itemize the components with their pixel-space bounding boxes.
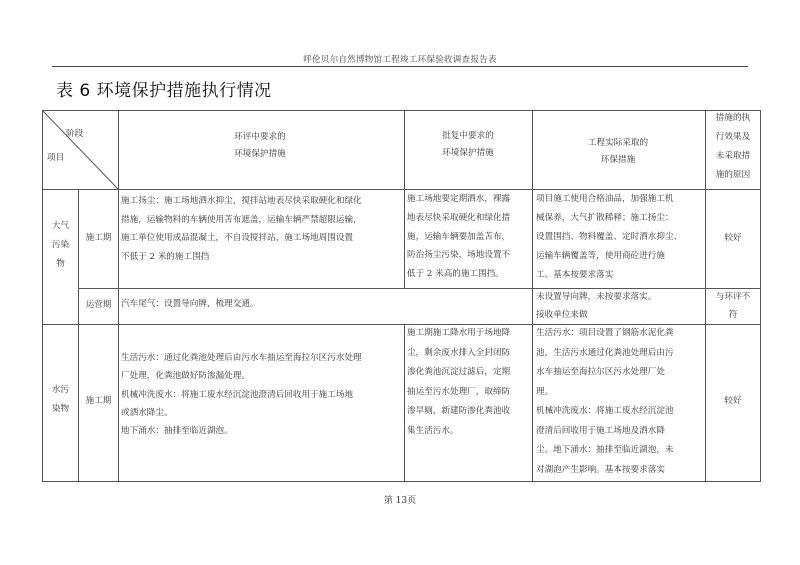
air-operation-stage: 运营期	[85, 300, 112, 310]
running-header: 呼伦贝尔自然博物馆工程竣工环保验收调查报告表	[303, 55, 497, 65]
water-construction-actual: 生活污水：项目设置了钢筋水泥化粪 池，生活污水通过化粪池处理后由污 水车抽运至海拉尔区污水处理厂处 理。 机械冲洗废水：将施工废水经沉淀池 澄清后回收用于施工场地及洒水降 尘。地下涌水：抽排至临近湖泡，未 对湖泡产生影响。基本按要求落实	[536, 328, 674, 475]
air-pollutant-item: 大气 污染 物	[51, 221, 70, 269]
header-stage-label: 阶段	[66, 129, 84, 139]
water-pollutant-item: 水污 染物	[51, 385, 70, 414]
air-construction-eia: 施工扬尘：施工场地洒水抑尘，搅拌站地表尽快采取硬化和绿化 措施，运输物料的车辆使用苫布遮盖，运输车辆严禁超限运输， 施工单位使用成品混凝土，不自设搅拌站，施工场地周围设置 不低于 2 米的施工围挡	[121, 196, 362, 262]
page-number: 第 13页	[383, 496, 417, 506]
section-title: 表 6 环境保护措施执行情况	[56, 81, 272, 101]
table-top-border	[42, 110, 760, 111]
air-operation-actual: 未设置导向牌，未按要求落实。 接收单位来做	[536, 292, 657, 320]
water-construction-approval: 施工期施工降水用于场地降 尘，剩余废水排入全封闭防 渗化粪池沉淀过滤后，定期 抽运至污水处理厂，取缔防 渗旱厕，新建防渗化粪池收 集生活污水。	[407, 328, 511, 436]
header-rule	[52, 66, 748, 67]
header-effect: 措施的执 行效果及 未采取措 施的原因	[715, 113, 751, 180]
air-operation-eia: 汽车尾气：设置导向牌，梳理交通。	[121, 299, 259, 309]
actual-column-rule	[532, 110, 533, 482]
air-construction-actual: 项目施工使用合格油品，加强施工机 械保养，大气扩散稀释；施工扬尘： 设置围挡、物料覆盖、定时洒水抑尘、 运输车辆覆盖等，使用商砼进行施 工。基本按要求落实	[536, 194, 683, 280]
water-construction-effect: 较好	[724, 396, 742, 406]
air-construction-effect: 较好	[724, 233, 742, 243]
air-operation-effect: 与环评不 符	[715, 292, 751, 320]
air-construction-stage: 施工期	[85, 233, 112, 243]
header-eia-measures: 环评中要求的 环境保护措施	[234, 132, 286, 159]
header-actual-measures: 工程实际采取的 环保措施	[587, 138, 649, 165]
table-bottom-border	[42, 481, 760, 482]
water-construction-eia: 生活污水：通过化粪池处理后由污水车抽运至海拉尔区污水处理 厂处理，化粪池做好防渗漏处理。 机械冲洗废水：将施工废水经沉淀池澄清后回收用于施工场地 或洒水降尘。 地下涌水：抽排至临近湖泡。	[121, 353, 362, 437]
water-construction-stage: 施工期	[85, 396, 112, 406]
approval-column-rule-lower	[404, 324, 405, 481]
header-approval-measures: 批复中要求的 环境保护措施	[442, 131, 494, 158]
table-right-border	[760, 110, 761, 482]
approval-column-rule	[404, 110, 405, 289]
air-construction-approval: 施工场地要定期洒水，裸露 地表尽快采取硬化和绿化措 施，运输车辆要加盖苫布， 防治扬尘污染，场地设置不 低于 2 米高的施工围挡。	[407, 194, 511, 280]
header-item-label: 项目	[47, 153, 65, 163]
